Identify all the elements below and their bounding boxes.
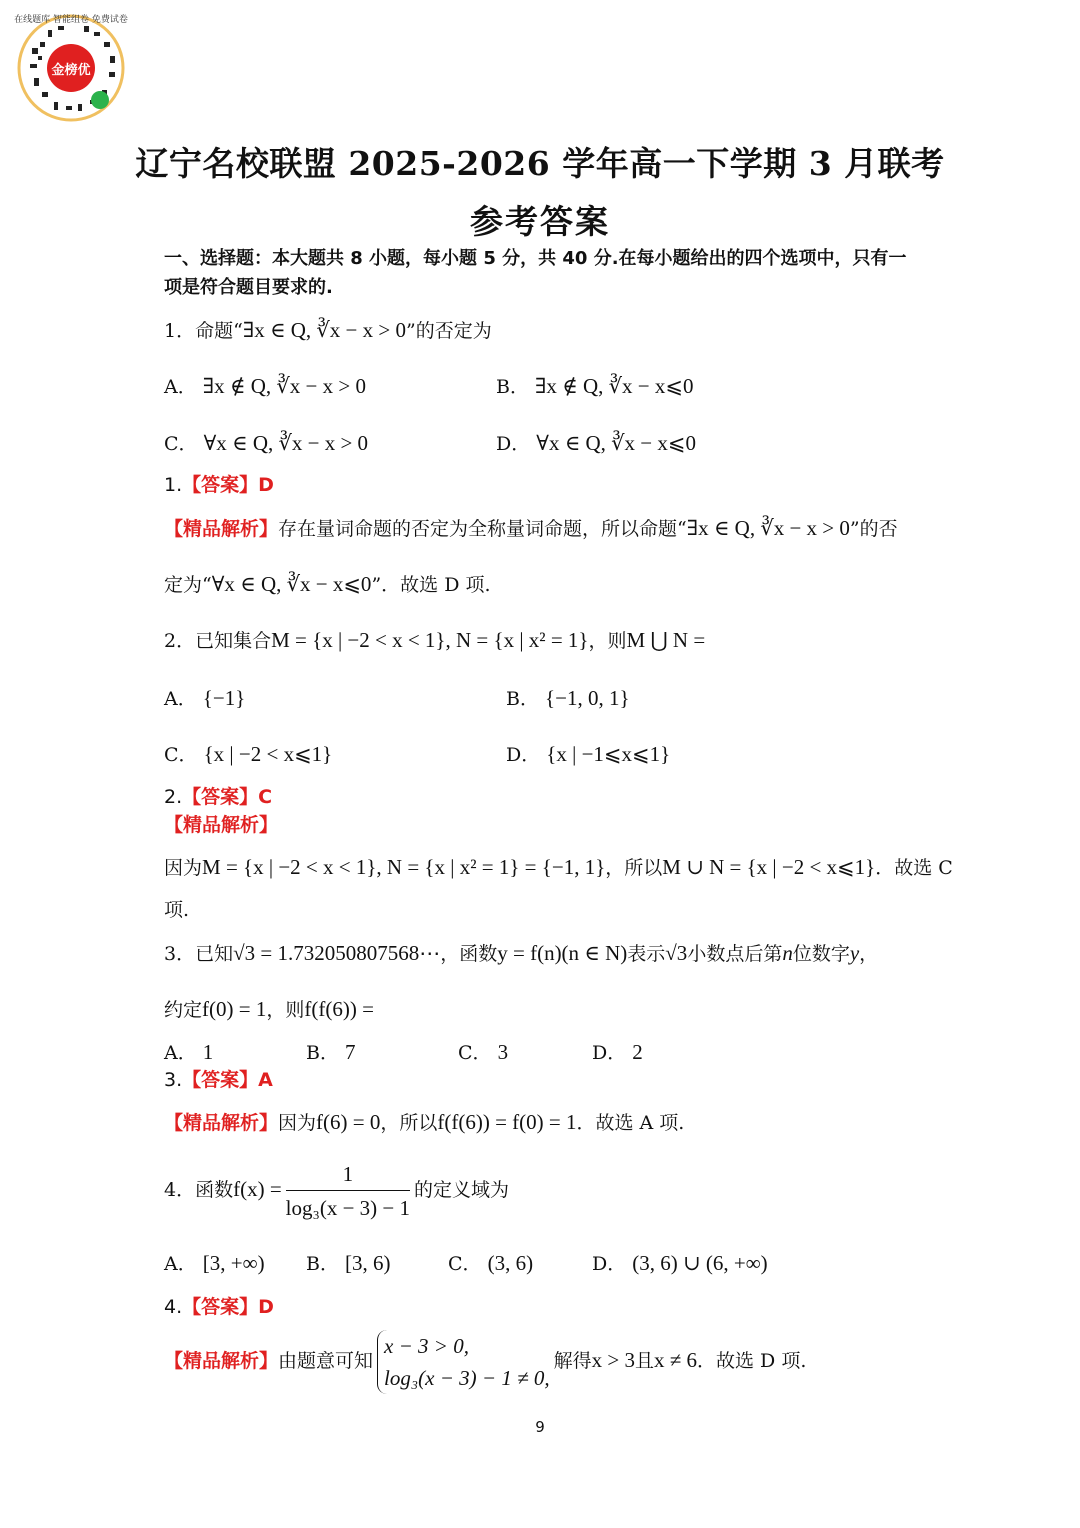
section-heading: 一、选择题：本大题共 8 小题，每小题 5 分，共 40 分.在每小题给出的四个选项中，只有一 项是符合题目要求的. bbox=[164, 248, 907, 298]
question-1-option-a: A． ∃x ∉ Q, ∛x − x > 0 bbox=[164, 374, 366, 398]
question-2-stem: 2．已知集合M = {x | −2 < x < 1}, N = {x | x² = 1}，则M ⋃ N = bbox=[164, 628, 706, 652]
question-1-answer: 1.【答案】D bbox=[164, 474, 274, 496]
question-4-option-b: B． [3, 6) bbox=[306, 1251, 391, 1275]
question-3-option-d: D． 2 bbox=[592, 1040, 643, 1064]
question-1-stem: 1．命题“∃x ∈ Q, ∛x − x > 0”的否定为 bbox=[164, 318, 492, 342]
question-3-stem: 3．已知√3 = 1.732050807568⋯，函数y = f(n)(n ∈ N)表示√3小数点后第n位数字y， bbox=[164, 941, 879, 965]
question-1-analysis-cont: 定为“∀x ∈ Q, ∛x − x⩽0”．故选 D 项. bbox=[164, 572, 491, 596]
question-2-analysis: 因为M = {x | −2 < x < 1}, N = {x | x² = 1} = {−1, 1}，所以M ∪ N = {x | −2 < x⩽1}．故选 C bbox=[164, 855, 953, 879]
question-3-option-b: B． 7 bbox=[306, 1040, 356, 1064]
question-3-option-a: A． 1 bbox=[164, 1040, 214, 1064]
question-4-answer: 4.【答案】D bbox=[164, 1296, 274, 1318]
question-4-analysis: 【精品解析】由题意可知 x − 3 > 0, log₃(x − 3) − 1 ≠ 0, 解得x > 3且x ≠ 6．故选 D 项. bbox=[164, 1330, 806, 1394]
question-2-analysis-cont: 项. bbox=[164, 899, 190, 921]
logo-ring-text: 在线题库 智能组卷 免费试卷 bbox=[14, 15, 128, 25]
question-1-analysis: 【精品解析】存在量词命题的否定为全称量词命题，所以命题“∃x ∈ Q, ∛x − x > 0”的否 bbox=[164, 516, 898, 540]
question-2-option-d: D． {x | −1⩽x⩽1} bbox=[506, 742, 671, 766]
fraction: $\frac{1}{\text{log₃(x − 3) − 1}}$ bbox=[285, 1162, 411, 1220]
question-2-analysis-label: 【精品解析】 bbox=[164, 814, 279, 836]
question-3-analysis: 【精品解析】因为f(6) = 0，所以f(f(6)) = f(0) = 1．故选 A 项. bbox=[164, 1110, 685, 1134]
question-2-option-b: B． {−1, 0, 1} bbox=[506, 686, 630, 710]
question-2-option-c: C． {x | −2 < x⩽1} bbox=[164, 742, 333, 766]
question-3-answer: 3.【答案】A bbox=[164, 1069, 273, 1091]
page-title: 辽宁名校联盟 2025-2026 学年高一下学期 3 月联考 bbox=[135, 144, 945, 183]
equation-system: x − 3 > 0, log₃(x − 3) − 1 ≠ 0, bbox=[377, 1330, 550, 1394]
qr-code-icon bbox=[14, 8, 128, 122]
question-1-option-c: C． ∀x ∈ Q, ∛x − x > 0 bbox=[164, 431, 369, 455]
question-1-option-b: B． ∃x ∉ Q, ∛x − x⩽0 bbox=[496, 374, 694, 398]
question-3-option-c: C． 3 bbox=[458, 1040, 509, 1064]
brand-logo bbox=[14, 8, 128, 122]
page-subtitle: 参考答案 bbox=[470, 202, 610, 241]
logo-text: 金榜优 bbox=[51, 63, 91, 78]
question-2-answer: 2.【答案】C bbox=[164, 786, 273, 808]
question-1-option-d: D． ∀x ∈ Q, ∛x − x⩽0 bbox=[496, 431, 696, 455]
question-4-option-c: C． (3, 6) bbox=[448, 1251, 534, 1275]
question-4-option-d: D． (3, 6) ∪ (6, +∞) bbox=[592, 1251, 768, 1275]
question-4-option-a: A． [3, +∞) bbox=[164, 1251, 265, 1275]
question-3-stem-cont: 约定f(0) = 1，则f(f(6)) = bbox=[164, 997, 374, 1021]
question-2-option-a: A． {−1} bbox=[164, 686, 246, 710]
question-4-stem: 4．函数f(x) = $\frac{1}{\text{log₃(x − 3) − 1}}$ 的定义域为 bbox=[164, 1162, 510, 1220]
page-number: 9 bbox=[535, 1418, 545, 1436]
